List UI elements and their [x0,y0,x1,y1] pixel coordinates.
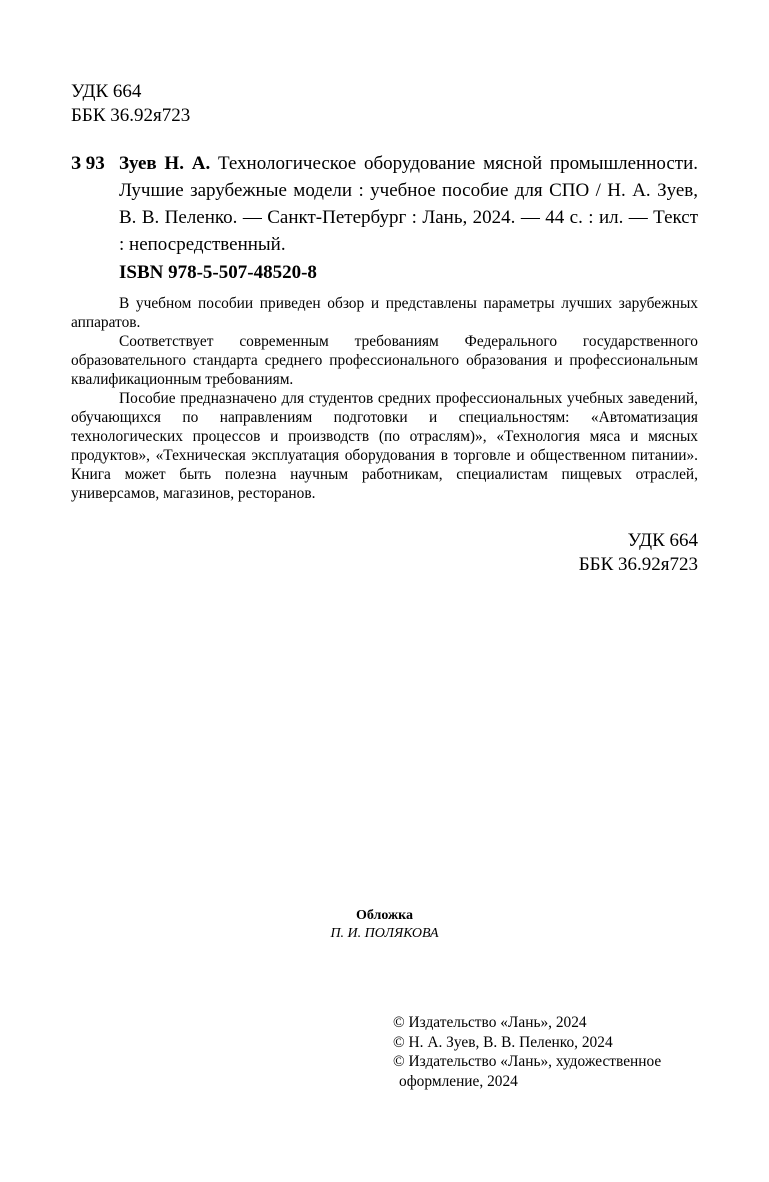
annotation [71,294,698,503]
copyright-line: оформление, 2024 [399,1072,518,1090]
copyright-block [393,1013,661,1091]
copyright-line: © Н. А. Зуев, В. В. Пеленко, 2024 [393,1033,613,1051]
copyright-line: © Издательство «Лань», художественное [393,1053,662,1070]
bibliographic-author: Зуев Н. А. [119,153,211,174]
annotation-paragraph: В учебном пособии приведен обзор и представлены параметры лучших зарубежных аппаратов. [71,295,698,331]
bibliographic-record [119,150,698,258]
bibliographic-text: Технологическое оборудование мясной промышленности. Лучшие зарубежные модели : учебное пособие для СПО / Н. А. Зуев, В. В. Пеленко. — Санкт-Петербург : Лань, 2024. — 44 с. : ил. — Текст : непосредственный. [119,153,699,255]
copyright-line: © Издательство «Лань», 2024 [393,1014,587,1031]
author-mark: З 93 [71,153,105,174]
cover-credit-name: П. И. ПОЛЯКОВА [330,926,439,941]
annotation-paragraph: Пособие предназначено для студентов средних профессиональных учебных заведений, обучающихся по направлениям подготовки и специальностям: «Автоматизация технологических процессов и производств (по отраслям)», «Технология мяса и мясных продуктов», «Техническая эксплуатация оборудования в торговле и общественном питании». Книга может быть полезна научным работникам, специалистам пищевых отраслей, универсамов, магазинов, ресторанов. [71,390,698,502]
udk-code: УДК 664 [627,530,698,551]
isbn: ISBN 978-5-507-48520-8 [119,262,317,283]
bbk-code: ББК 36.92я723 [578,554,698,575]
cover-credit-label: Обложка [355,908,414,923]
cover-credit [0,907,769,943]
udk-code: УДК 664 [71,81,142,102]
annotation-paragraph: Соответствует современным требованиям Федерального государственного образовательного стандарта среднего профессионального образования и профессиональным квалификационным требованиям. [71,333,698,388]
classification-codes-bottom [579,529,698,577]
classification-codes-top [71,80,190,128]
bbk-code: ББК 36.92я723 [71,105,191,126]
